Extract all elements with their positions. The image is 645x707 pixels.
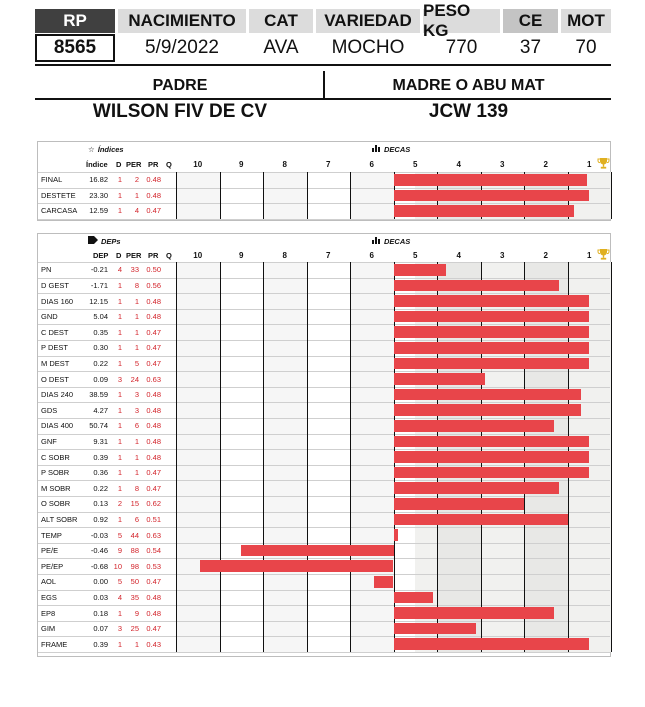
star-icon: ☆: [88, 144, 95, 154]
deca-bar: [394, 342, 590, 354]
rp-value: 8565: [35, 34, 115, 62]
row-precision: 0.48: [146, 312, 161, 322]
deca-bar: [394, 638, 590, 650]
deps-col-pr: PR: [148, 251, 159, 260]
header-label-mot: MOT: [561, 9, 611, 33]
deca-tick-label: 3: [500, 160, 505, 169]
row-value: 0.35: [93, 327, 108, 337]
header-label-variedad: VARIEDAD: [316, 9, 420, 33]
deca-bar: [394, 467, 590, 479]
row-deca: 10: [113, 561, 122, 571]
row-precision: 0.48: [146, 390, 161, 400]
row-percentile: 1: [134, 296, 139, 306]
deca-gridline: [350, 262, 351, 652]
deca-gridline: [611, 262, 612, 652]
deca-tick-label: 7: [326, 251, 331, 260]
row-precision: 0.48: [146, 592, 161, 602]
madre-name: JCW 139: [428, 101, 509, 122]
row-deca: 5: [117, 530, 122, 540]
row-deca: 1: [117, 483, 122, 493]
row-precision: 0.47: [146, 327, 161, 337]
row-value: 0.39: [93, 639, 108, 649]
row-precision: 0.51: [146, 514, 161, 524]
row-label: DESTETE: [41, 190, 76, 200]
madre-label: MADRE O ABU MAT: [392, 77, 545, 94]
row-precision: 0.47: [146, 358, 161, 368]
row-value: 0.22: [93, 483, 108, 493]
indices-section-title: ☆ Índices: [88, 144, 124, 154]
row-precision: 0.47: [146, 343, 161, 353]
deca-bar: [394, 529, 398, 541]
bar-chart-icon: [372, 144, 381, 154]
row-label: ALT SOBR: [41, 514, 78, 524]
row-deca: 1: [117, 312, 122, 322]
deca-bar: [241, 545, 393, 557]
header-divider: [35, 64, 611, 66]
indices-decas-title: DECAS: [372, 143, 410, 155]
deca-tick-label: 6: [369, 160, 374, 169]
deps-section-title: DEPs: [88, 235, 121, 247]
deca-bar: [394, 190, 590, 202]
row-precision: 0.47: [146, 577, 161, 587]
deca-gridline: [176, 172, 177, 219]
row-value: 16.82: [89, 175, 108, 185]
deca-bar: [394, 592, 433, 604]
row-label: FINAL: [41, 175, 63, 185]
row-value: 0.09: [93, 374, 108, 384]
deca-bar: [394, 311, 590, 323]
row-percentile: 3: [134, 390, 139, 400]
row-label: AOL: [41, 577, 57, 587]
row-percentile: 9: [134, 608, 139, 618]
row-deca: 1: [117, 390, 122, 400]
row-deca: 1: [117, 468, 122, 478]
row-value: 0.39: [93, 452, 108, 462]
header-label-ce: CE: [503, 9, 558, 33]
row-precision: 0.43: [146, 639, 161, 649]
row-percentile: 2: [134, 175, 139, 185]
row-label: DIAS 400: [41, 421, 74, 431]
row-precision: 0.63: [146, 530, 161, 540]
row-label: DIAS 160: [41, 296, 74, 306]
deca-tick-label: 4: [456, 251, 461, 260]
deps-decas-title: DECAS: [372, 235, 410, 247]
row-value: -0.68: [90, 561, 108, 571]
row-percentile: 98: [130, 561, 139, 571]
row-label: O SOBR: [41, 499, 71, 509]
deca-gridline: [220, 262, 221, 652]
row-separator: [38, 219, 610, 220]
deca-bar: [394, 607, 555, 619]
deca-bar: [394, 174, 588, 186]
row-label: PE/EP: [41, 561, 64, 571]
row-percentile: 15: [130, 499, 139, 509]
row-deca: 5: [117, 577, 122, 587]
deca-tick-label: 1: [587, 251, 592, 260]
deca-zone-band: [350, 262, 394, 652]
row-value: 0.30: [93, 343, 108, 353]
row-deca: 1: [117, 175, 122, 185]
row-precision: 0.50: [146, 265, 161, 275]
row-value: 23.30: [89, 190, 108, 200]
indices-col-pr: PR: [148, 160, 159, 169]
row-precision: 0.48: [146, 175, 161, 185]
row-value: 0.18: [93, 608, 108, 618]
deca-tick-label: 8: [282, 251, 287, 260]
row-precision: 0.47: [146, 206, 161, 216]
row-percentile: 1: [134, 312, 139, 322]
mot-value: 70: [575, 37, 597, 58]
deca-bar: [394, 451, 590, 463]
row-percentile: 1: [134, 639, 139, 649]
row-percentile: 6: [134, 421, 139, 431]
row-precision: 0.63: [146, 374, 161, 384]
deca-tick-label: 7: [326, 160, 331, 169]
row-value: -1.71: [90, 280, 108, 290]
deca-bar: [394, 295, 590, 307]
row-separator: [38, 652, 610, 653]
deca-bar: [394, 404, 581, 416]
row-value: 5.04: [93, 312, 108, 322]
row-label: PN: [41, 265, 52, 275]
row-deca: 4: [117, 265, 122, 275]
deca-gridline: [220, 172, 221, 219]
row-percentile: 35: [130, 592, 139, 602]
row-deca: 1: [117, 514, 122, 524]
row-percentile: 44: [130, 530, 139, 540]
deps-panel: [37, 233, 611, 657]
row-deca: 1: [117, 280, 122, 290]
row-label: O DEST: [41, 374, 69, 384]
deca-bar: [394, 326, 590, 338]
row-label: EP8: [41, 608, 56, 618]
row-deca: 1: [117, 405, 122, 415]
row-value: 0.07: [93, 624, 108, 634]
row-percentile: 6: [134, 514, 139, 524]
deca-zone-band: [350, 172, 394, 219]
row-value: 0.92: [93, 514, 108, 524]
deca-tick-label: 2: [543, 251, 548, 260]
row-percentile: 33: [130, 265, 139, 275]
deca-bar: [394, 280, 559, 292]
header-label-nacimiento: NACIMIENTO: [118, 9, 246, 33]
deca-bar: [394, 205, 575, 217]
deca-zone-band: [176, 262, 220, 652]
deca-gridline: [307, 262, 308, 652]
row-value: -0.03: [90, 530, 108, 540]
row-label: TEMP: [41, 530, 62, 540]
row-label: C DEST: [41, 327, 69, 337]
row-deca: 1: [117, 343, 122, 353]
row-deca: 1: [117, 608, 122, 618]
row-value: 0.36: [93, 468, 108, 478]
deca-zone-band: [263, 262, 307, 652]
nacimiento-value: 5/9/2022: [145, 37, 219, 58]
deca-tick-label: 6: [369, 251, 374, 260]
parents-separator: [323, 71, 325, 99]
variedad-value: MOCHO: [331, 37, 405, 58]
bar-chart-icon: [372, 236, 381, 246]
row-deca: 3: [117, 374, 122, 384]
row-precision: 0.48: [146, 436, 161, 446]
row-value: 0.03: [93, 592, 108, 602]
deca-bar: [200, 560, 394, 572]
indices-col-q: Q: [166, 160, 172, 169]
indices-panel: [37, 141, 611, 221]
padre-label: PADRE: [152, 77, 208, 94]
deca-bar: [394, 623, 477, 635]
tag-icon: [88, 236, 98, 246]
row-label: GIM: [41, 624, 56, 634]
deca-gridline: [611, 172, 612, 219]
header-label-peso: PESO KG: [423, 9, 500, 33]
row-value: 0.00: [93, 577, 108, 587]
row-precision: 0.47: [146, 483, 161, 493]
row-label: EGS: [41, 592, 57, 602]
deca-tick-label: 2: [543, 160, 548, 169]
row-value: 38.59: [89, 390, 108, 400]
row-deca: 1: [117, 639, 122, 649]
deca-bar: [374, 576, 394, 588]
deca-bar: [394, 482, 559, 494]
row-percentile: 3: [134, 405, 139, 415]
indices-col-d: D: [116, 160, 122, 169]
row-label: M DEST: [41, 358, 70, 368]
deca-tick-label: 9: [239, 160, 244, 169]
row-deca: 1: [117, 327, 122, 337]
row-label: CARCASA: [41, 206, 78, 216]
deca-tick-label: 10: [193, 160, 203, 169]
row-percentile: 1: [134, 452, 139, 462]
row-precision: 0.56: [146, 280, 161, 290]
row-precision: 0.62: [146, 499, 161, 509]
deps-col-d: D: [116, 251, 122, 260]
row-value: -0.21: [90, 265, 108, 275]
deca-tick-label: 10: [193, 251, 203, 260]
peso-value: 770: [445, 37, 478, 58]
deca-bar: [394, 264, 446, 276]
deca-tick-label: 4: [456, 160, 461, 169]
row-value: 4.27: [93, 405, 108, 415]
deca-gridline: [176, 262, 177, 652]
deca-zone-band: [263, 172, 307, 219]
deca-bar: [394, 514, 568, 526]
row-label: PE/E: [41, 546, 59, 556]
deca-gridline: [263, 172, 264, 219]
deca-gridline: [350, 172, 351, 219]
row-precision: 0.48: [146, 421, 161, 431]
row-value: -0.46: [90, 546, 108, 556]
header-label-cat: CAT: [249, 9, 313, 33]
row-deca: 1: [117, 452, 122, 462]
row-deca: 1: [117, 190, 122, 200]
row-deca: 1: [117, 436, 122, 446]
row-label: P SOBR: [41, 468, 70, 478]
row-label: DIAS 240: [41, 390, 74, 400]
deca-gridline: [307, 172, 308, 219]
row-value: 0.22: [93, 358, 108, 368]
row-value: 50.74: [89, 421, 108, 431]
row-deca: 1: [117, 296, 122, 306]
row-percentile: 1: [134, 468, 139, 478]
row-percentile: 8: [134, 280, 139, 290]
row-value: 12.59: [89, 206, 108, 216]
row-percentile: 25: [130, 624, 139, 634]
deca-gridline: [263, 262, 264, 652]
row-value: 9.31: [93, 436, 108, 446]
row-precision: 0.48: [146, 405, 161, 415]
row-deca: 4: [117, 592, 122, 602]
deca-tick-label: 5: [413, 251, 418, 260]
row-percentile: 5: [134, 358, 139, 368]
row-precision: 0.48: [146, 296, 161, 306]
deca-tick-label: 1: [587, 160, 592, 169]
row-label: P DEST: [41, 343, 68, 353]
row-precision: 0.54: [146, 546, 161, 556]
row-deca: 3: [117, 624, 122, 634]
row-percentile: 1: [134, 190, 139, 200]
ce-value: 37: [519, 37, 542, 58]
row-percentile: 1: [134, 327, 139, 337]
deca-tick-label: 9: [239, 251, 244, 260]
deps-col-dep: DEP: [93, 251, 109, 260]
deca-bar: [394, 389, 581, 401]
row-percentile: 1: [134, 343, 139, 353]
row-precision: 0.53: [146, 561, 161, 571]
indices-col-per: PER: [126, 160, 142, 169]
deps-col-q: Q: [166, 251, 172, 260]
deca-bar: [394, 420, 555, 432]
row-label: GND: [41, 312, 58, 322]
row-percentile: 4: [134, 206, 139, 216]
row-precision: 0.47: [146, 624, 161, 634]
deca-bar: [394, 358, 590, 370]
row-value: 12.15: [89, 296, 108, 306]
deca-bar: [394, 498, 525, 510]
row-precision: 0.47: [146, 468, 161, 478]
row-precision: 0.48: [146, 452, 161, 462]
row-precision: 0.48: [146, 190, 161, 200]
row-label: GNF: [41, 436, 57, 446]
deca-bar: [394, 436, 590, 448]
row-label: C SOBR: [41, 452, 70, 462]
padre-name: WILSON FIV DE CV: [92, 101, 268, 122]
row-percentile: 24: [130, 374, 139, 384]
row-label: FRAME: [41, 639, 68, 649]
row-precision: 0.48: [146, 608, 161, 618]
deca-bar: [394, 373, 485, 385]
cat-value: AVA: [263, 37, 299, 58]
row-deca: 2: [117, 499, 122, 509]
row-label: M SOBR: [41, 483, 71, 493]
row-deca: 1: [117, 358, 122, 368]
row-percentile: 1: [134, 436, 139, 446]
row-deca: 9: [117, 546, 122, 556]
indices-col-indice: Índice: [86, 160, 108, 169]
row-label: D GEST: [41, 280, 69, 290]
deca-tick-label: 8: [282, 160, 287, 169]
row-value: 0.13: [93, 499, 108, 509]
row-deca: 1: [117, 421, 122, 431]
deca-tick-label: 5: [413, 160, 418, 169]
row-label: GDS: [41, 405, 58, 415]
row-percentile: 8: [134, 483, 139, 493]
deps-col-per: PER: [126, 251, 142, 260]
deca-tick-label: 3: [500, 251, 505, 260]
row-deca: 1: [117, 206, 122, 216]
row-percentile: 50: [130, 577, 139, 587]
deca-zone-band: [176, 172, 220, 219]
row-percentile: 88: [130, 546, 139, 556]
header-label-rp: RP: [35, 9, 115, 33]
